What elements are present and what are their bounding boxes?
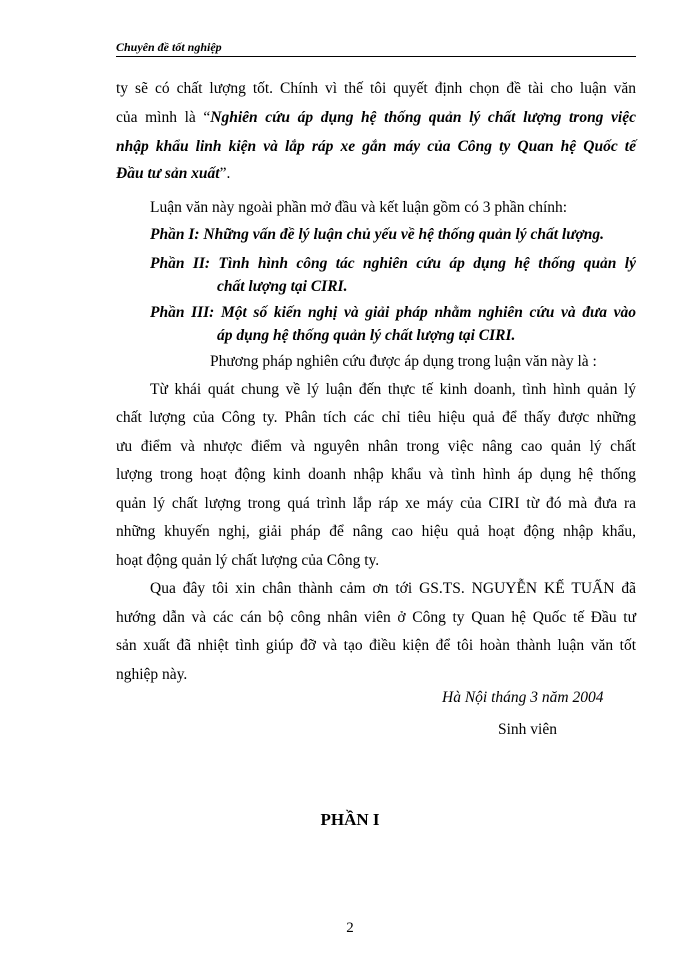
para2-line2: chất lượng của Công ty. Phân tích các chỉ tiêu hiệu quả để thấy được những <box>116 409 636 426</box>
thesis-title-part2: nhập khẩu linh kiện và lắp ráp xe gắn máy của Công ty Quan hệ Quốc tế <box>116 138 636 155</box>
para1-line2-plain: của mình là “ <box>116 109 211 126</box>
thesis-title-part3: Đầu tư sản xuất <box>116 165 220 182</box>
para2-line7: hoạt động quản lý chất lượng của Công ty. <box>116 552 380 569</box>
part3-line2: áp dụng hệ thống quản lý chất lượng tại CIRI. <box>217 327 516 344</box>
signature-date: Hà Nội tháng 3 năm 2004 <box>442 689 604 706</box>
para2-line1: Từ khái quát chung về lý luận đến thực tế kinh doanh, tình hình quản lý <box>150 381 636 398</box>
running-header: Chuyên đề tốt nghiệp <box>116 38 636 57</box>
para3-line1: Qua đây tôi xin chân thành cảm ơn tới GS.TS. NGUYỄN KẾ TUẤN đã <box>150 580 636 597</box>
para3-line2: hướng dẫn và các cán bộ công nhân viên ở Công ty Quan hệ Quốc tế Đầu tư <box>116 609 636 626</box>
thesis-title-part1: Nghiên cứu áp dụng hệ thống quản lý chất lượng trong việc <box>210 109 636 126</box>
intro-line: Luận văn này ngoài phần mở đầu và kết luận gồm có 3 phần chính: <box>150 199 568 216</box>
para1-line1: ty sẽ có chất lượng tốt. Chính vì thế tôi quyết định chọn đề tài cho luận văn <box>116 80 636 97</box>
part2-line2: chất lượng tại CIRI. <box>217 278 348 295</box>
para1-line4 <box>116 164 230 184</box>
part1-line: Phần I: Những vấn đề lý luận chủ yếu về hệ thống quản lý chất lượng. <box>150 226 605 243</box>
para3-line4: nghiệp này. <box>116 666 188 683</box>
para2-line4: lượng trong hoạt động kinh doanh nhập khẩu và tình hình áp dụng hệ thống <box>116 466 636 483</box>
para3-line3: sản xuất đã nhiệt tình giúp đỡ và tạo điều kiện để tôi hoàn thành luận văn tốt <box>116 637 636 654</box>
method-line: Phương pháp nghiên cứu được áp dụng trong luận văn này là : <box>210 353 597 370</box>
para2-line5: quản lý chất lượng trong quá trình lắp ráp xe máy của CIRI từ đó mà đưa ra <box>116 495 636 512</box>
signature-role: Sinh viên <box>498 721 557 738</box>
part2-line1: Phần II: Tình hình công tác nghiên cứu áp dụng hệ thống quản lý <box>150 255 636 272</box>
para2-line3: ưu điểm và nhược điểm và nguyên nhân trong việc nâng cao quản lý chất <box>116 438 636 455</box>
page-number: 2 <box>346 920 354 936</box>
para1-line2 <box>116 108 636 128</box>
quote-close: ”. <box>219 165 231 182</box>
part3-line1: Phần III: Một số kiến nghị và giải pháp nhằm nghiên cứu và đưa vào <box>150 304 636 321</box>
section-title: PHẦN I <box>320 810 380 829</box>
para2-line6: những khuyến nghị, giải pháp để nâng cao hiệu quả hoạt động nhập khẩu, <box>116 523 636 540</box>
